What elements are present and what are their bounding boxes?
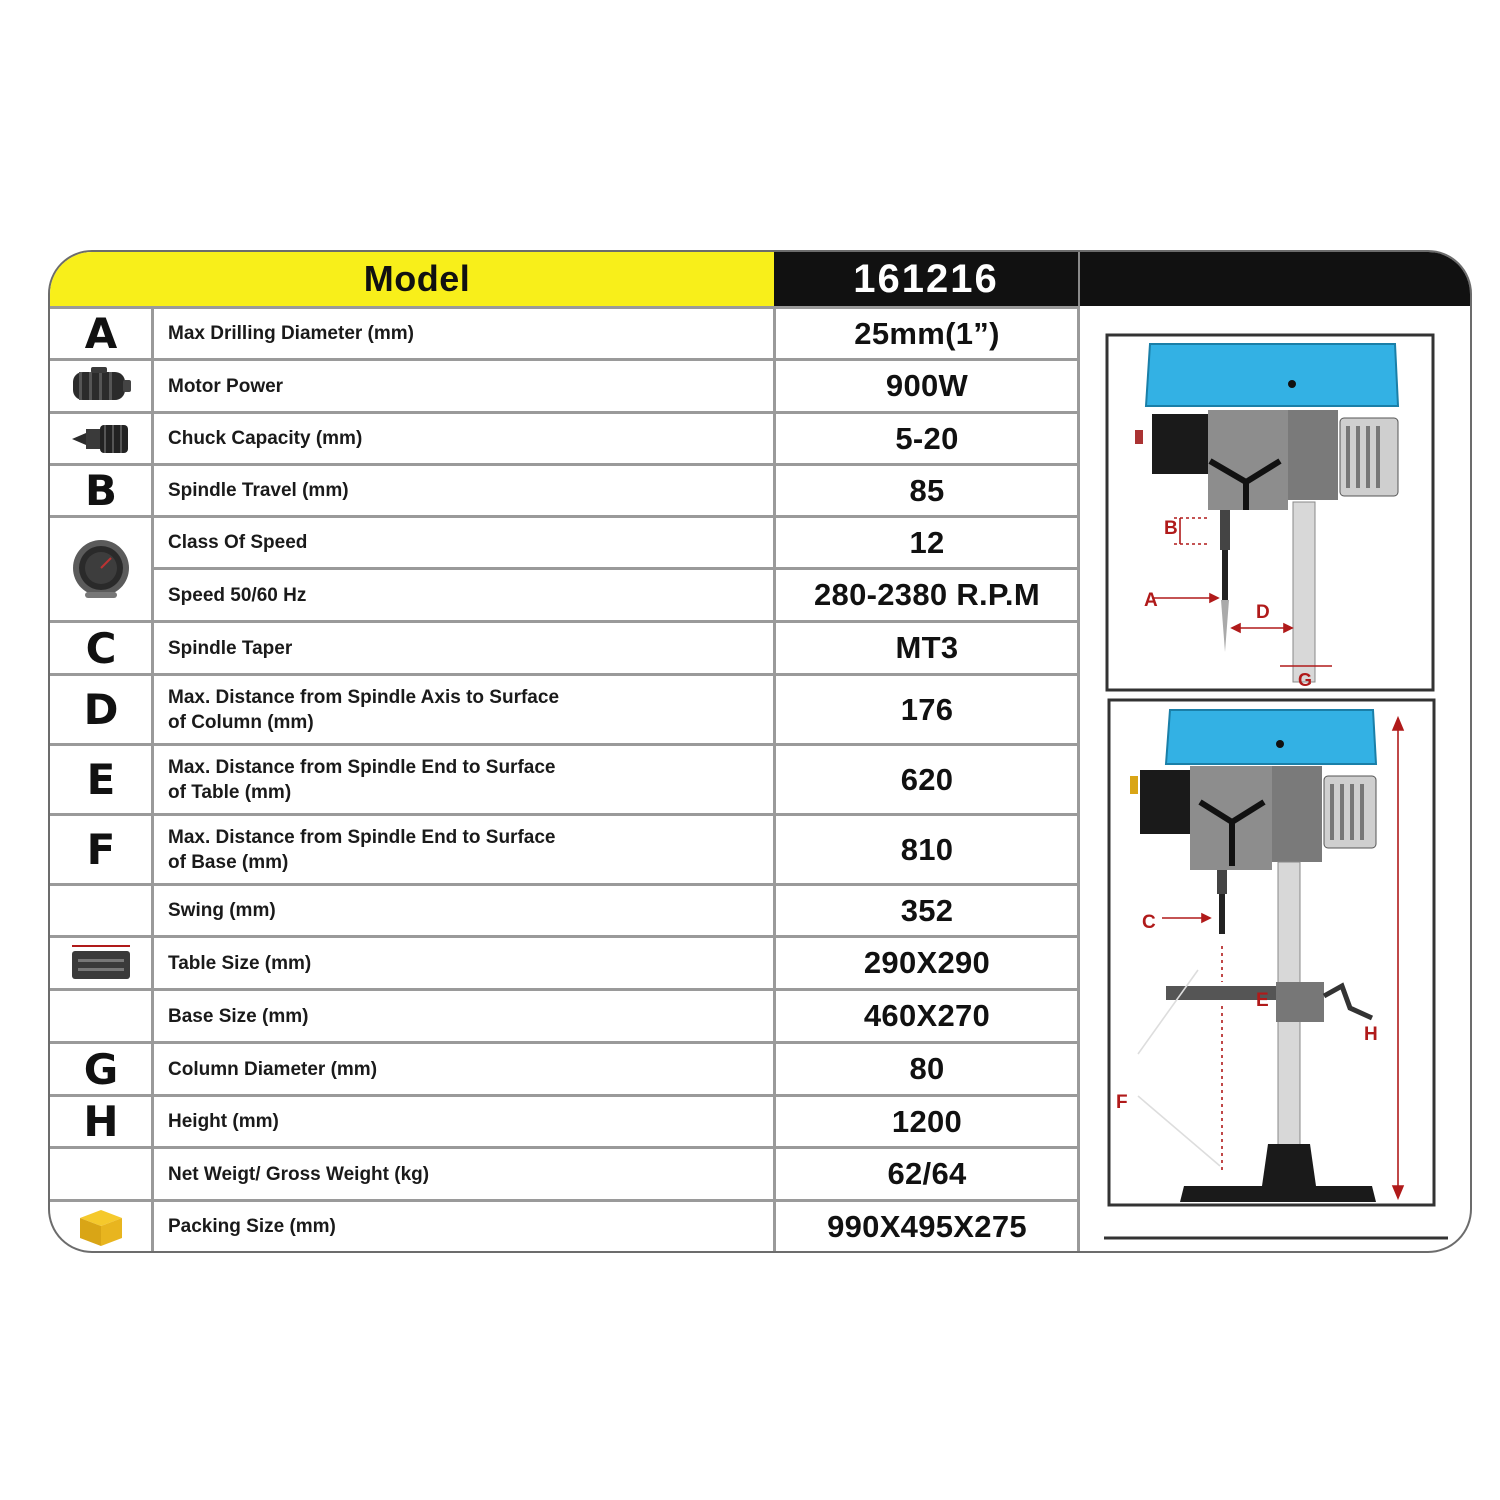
dimension-letter: F (86, 825, 116, 874)
spec-row (50, 414, 1078, 463)
spec-value: 460X270 (863, 998, 991, 1033)
diagram-label-a: A (1144, 590, 1158, 611)
model-number-header (774, 252, 1078, 306)
chuck-icon (68, 421, 134, 457)
spec-value: 85 (909, 472, 945, 508)
dimension-letter: E (86, 755, 116, 804)
model-header (50, 252, 774, 306)
spec-label: Max. Distance from Spindle End to Surface of Table (mm) (168, 756, 556, 803)
spec-row (50, 361, 1078, 411)
dimension-letter: G (83, 1044, 119, 1094)
box-icon (76, 1206, 126, 1248)
spec-row (50, 886, 1078, 935)
spec-row (50, 1044, 1078, 1094)
spec-label: Swing (mm) (168, 900, 276, 921)
spec-value: 176 (900, 691, 954, 727)
spec-label: Spindle Taper (168, 637, 293, 659)
spec-value: 12 (909, 524, 945, 560)
dimension-letter: H (83, 1097, 119, 1146)
dimension-letter: D (83, 685, 119, 734)
spec-label: Speed 50/60 Hz (168, 584, 307, 606)
spec-value: 290X290 (863, 945, 991, 980)
spec-label: Spindle Travel (mm) (168, 480, 349, 501)
spec-label: Max Drilling Diameter (mm) (168, 323, 414, 344)
spec-value: 1200 (891, 1103, 963, 1139)
spec-row (50, 676, 1078, 743)
spec-value: 25mm(1”) (854, 315, 1000, 351)
spec-value: 5-20 (895, 420, 959, 456)
spec-value: MT3 (895, 630, 959, 665)
spec-row (50, 816, 1078, 883)
spec-value: 990X495X275 (827, 1208, 1027, 1244)
spec-label: Table Size (mm) (168, 952, 312, 974)
diagram-header (1080, 252, 1472, 306)
spec-label: Chuck Capacity (mm) (168, 428, 363, 449)
spec-sheet (48, 250, 1472, 1253)
spec-row (50, 1202, 1078, 1251)
dimension-letter: A (84, 309, 118, 358)
spec-row (50, 623, 1078, 673)
diagram-label-b: B (1164, 518, 1178, 539)
diagram-label-f: F (1116, 1092, 1128, 1113)
diagram-label-g: G (1298, 670, 1313, 690)
spec-row (50, 570, 1078, 620)
motor-icon (69, 366, 133, 406)
table-size-icon (68, 943, 134, 983)
spec-label: Motor Power (168, 375, 284, 397)
spec-row (50, 1149, 1078, 1199)
diagram-label-d: D (1256, 602, 1270, 623)
spec-value: 80 (909, 1051, 945, 1086)
spec-row (50, 466, 1078, 515)
spec-label: Max. Distance from Spindle Axis to Surface of Column (mm) (168, 686, 560, 733)
spec-row (50, 518, 1078, 567)
spec-value: 620 (900, 761, 954, 797)
diagram-label-e: E (1256, 990, 1269, 1011)
spec-row (50, 746, 1078, 813)
spec-label: Column Diameter (mm) (168, 1058, 378, 1080)
spec-label: Class Of Speed (168, 532, 308, 553)
spec-value: 62/64 (887, 1156, 967, 1191)
spec-value: 900W (885, 368, 969, 403)
drill-press-diagram (1080, 306, 1472, 1251)
spec-row (50, 309, 1078, 358)
spec-label: Net Weigt/ Gross Weight (kg) (168, 1163, 430, 1185)
spec-label: Height (mm) (168, 1111, 279, 1132)
spec-value: 280-2380 R.P.M (814, 577, 1040, 612)
dimension-letter: C (85, 623, 117, 673)
spec-row (50, 1097, 1078, 1146)
dimension-letter: B (84, 466, 117, 515)
model-number: 161216 (853, 256, 999, 301)
spec-label: Packing Size (mm) (168, 1216, 336, 1237)
spec-row (50, 938, 1078, 988)
diagram-label-c: C (1142, 912, 1156, 933)
spec-value: 810 (900, 831, 954, 867)
spec-value: 352 (900, 892, 954, 928)
spec-row (50, 991, 1078, 1041)
spec-label: Base Size (mm) (168, 1005, 309, 1027)
diagram-label-h: H (1364, 1024, 1378, 1045)
spec-label: Max. Distance from Spindle End to Surface of Base (mm) (168, 826, 556, 873)
model-label: Model (363, 258, 471, 299)
